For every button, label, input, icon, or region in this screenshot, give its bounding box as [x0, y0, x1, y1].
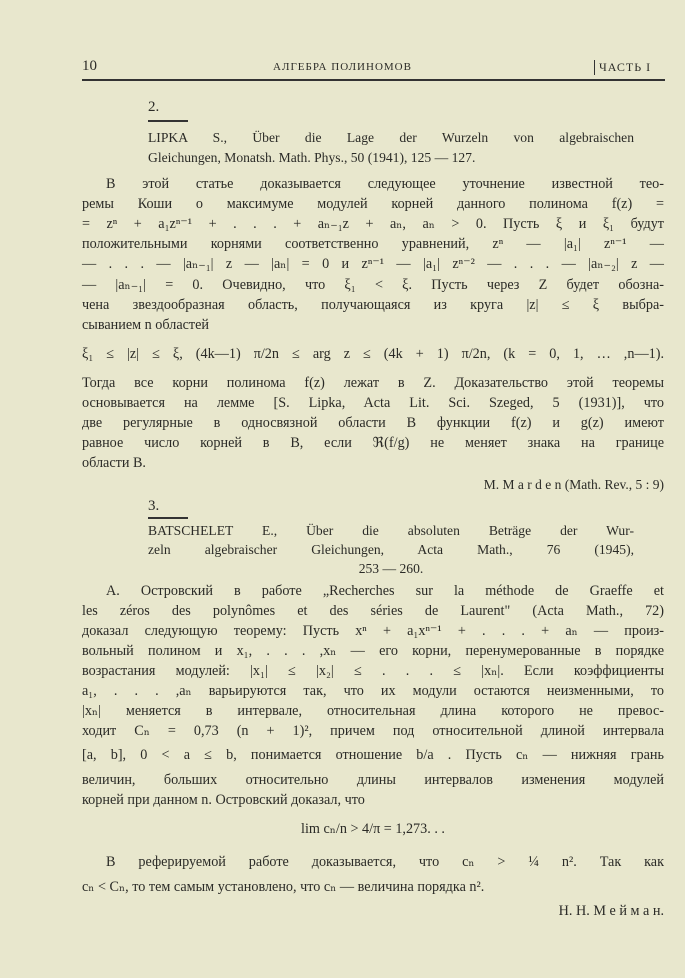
- body-line: положительными корнями соответственно уравнений, zⁿ — |a₁| zⁿ⁻¹ —: [82, 236, 664, 252]
- citation-line: 253 — 260.: [358, 561, 424, 576]
- body-line: две регулярные в односвязной области B функции f(z) и g(z) имеют: [82, 415, 664, 431]
- body-line: сыванием n областей: [82, 317, 210, 333]
- citation-line: BATSCHELET E., Über die absoluten Beträge der Wur-: [148, 523, 634, 538]
- reviewer: Н. Н. М е й м а н.: [558, 903, 664, 919]
- part-label: ЧАСТЬ I: [594, 60, 651, 75]
- entry-number: 2.: [148, 99, 160, 115]
- body-line: величин, больших относительно длины интервалов изменения модулей: [82, 772, 664, 788]
- body-line: В реферируемой работе доказывается, что cₙ > ¼ n². Так как: [106, 854, 664, 870]
- body-line: вольный полином и x₁, . . . ,xₙ — его корни, перенумерованные в порядке: [82, 643, 664, 659]
- number-rule: [148, 120, 188, 122]
- reviewer: M. M a r d e n (Math. Rev., 5 : 9): [483, 477, 664, 492]
- formula: lim cₙ/n > 4/π = 1,273. . .: [301, 821, 445, 837]
- body-line: ремы Коши о максимуме модулей корней данного полинома f(z) =: [82, 196, 664, 212]
- body-line: [a, b], 0 < a ≤ b, понимается отношение b/a . Пусть cₙ — нижняя грань: [82, 747, 664, 763]
- body-line: доказал следующую теорему: Пусть xⁿ + a₁xⁿ⁻¹ + . . . + aₙ — произ-: [82, 623, 664, 639]
- number-rule: [148, 517, 188, 519]
- formula: ξ₁ ≤ |z| ≤ ξ, (4k—1) π/2n ≤ arg z ≤ (4k + 1) π/2n, (k = 0, 1, … ,n—1).: [82, 346, 664, 362]
- entry-number: 3.: [148, 498, 160, 514]
- body-line: |xₙ| меняется в интервале, относительная длина которого не превос-: [82, 703, 664, 719]
- body-line: области B.: [82, 455, 146, 471]
- citation-line: LIPKA S., Über die Lage der Wurzeln von algebraischen: [148, 130, 634, 145]
- body-line: чена звездообразная область, получающаяся из круга |z| ≤ ξ выбра-: [82, 297, 664, 313]
- body-line: — . . . — |aₙ₋₁| z — |aₙ| = 0 и zⁿ⁻¹ — |a₁| zⁿ⁻² — . . . — |aₙ₋₂| z —: [82, 256, 664, 272]
- body-line: возрастания модулей: |x₁| ≤ |x₂| ≤ . . . ≤ |xₙ|. Если коэффициенты: [82, 663, 664, 679]
- page-number: 10: [82, 58, 97, 74]
- body-line: основывается на лемме [S. Lipka, Acta Lit. Sci. Szeged, 5 (1931)], что: [82, 395, 664, 411]
- body-line: cₙ < Cₙ, то тем самым установлено, что cₙ — величина порядка n².: [82, 879, 485, 895]
- body-line: ходит Cₙ = 0,73 (n + 1)², причем под относительной длиной интервала: [82, 723, 664, 739]
- body-line: В этой статье доказывается следующее уточнение известной тео-: [106, 176, 664, 192]
- running-title: АЛГЕБРА ПОЛИНОМОВ: [273, 61, 412, 73]
- body-line: — |aₙ₋₁| = 0. Очевидно, что ξ₁ < ξ. Пусть через Z будет обозна-: [82, 277, 664, 293]
- body-line: A. Островский в работе „Recherches sur la méthode de Graeffe et: [106, 583, 664, 599]
- body-line: = zⁿ + a₁zⁿ⁻¹ + . . . + aₙ₋₁z + aₙ, aₙ > 0. Пусть ξ и ξ₁ будут: [82, 216, 664, 232]
- body-line: равное число корней в B, если ℜ(f/g) не меняет знака на границе: [82, 435, 664, 451]
- body-line: a₁, . . . ,aₙ варьируются так, что их модули остаются неизменными, то: [82, 683, 664, 699]
- citation-line: Gleichungen, Monatsh. Math. Phys., 50 (1941), 125 — 127.: [148, 150, 476, 165]
- body-line: les zéros des polynômes et des séries de Laurent" (Acta Math., 72): [82, 603, 664, 619]
- body-line: Тогда все корни полинома f(z) лежат в Z. Доказательство этой теоремы: [82, 375, 664, 391]
- body-line: корней при данном n. Островский доказал, что: [82, 792, 365, 808]
- citation-line: zeln algebraischer Gleichungen, Acta Math., 76 (1945),: [148, 542, 634, 557]
- header-rule: [82, 79, 665, 81]
